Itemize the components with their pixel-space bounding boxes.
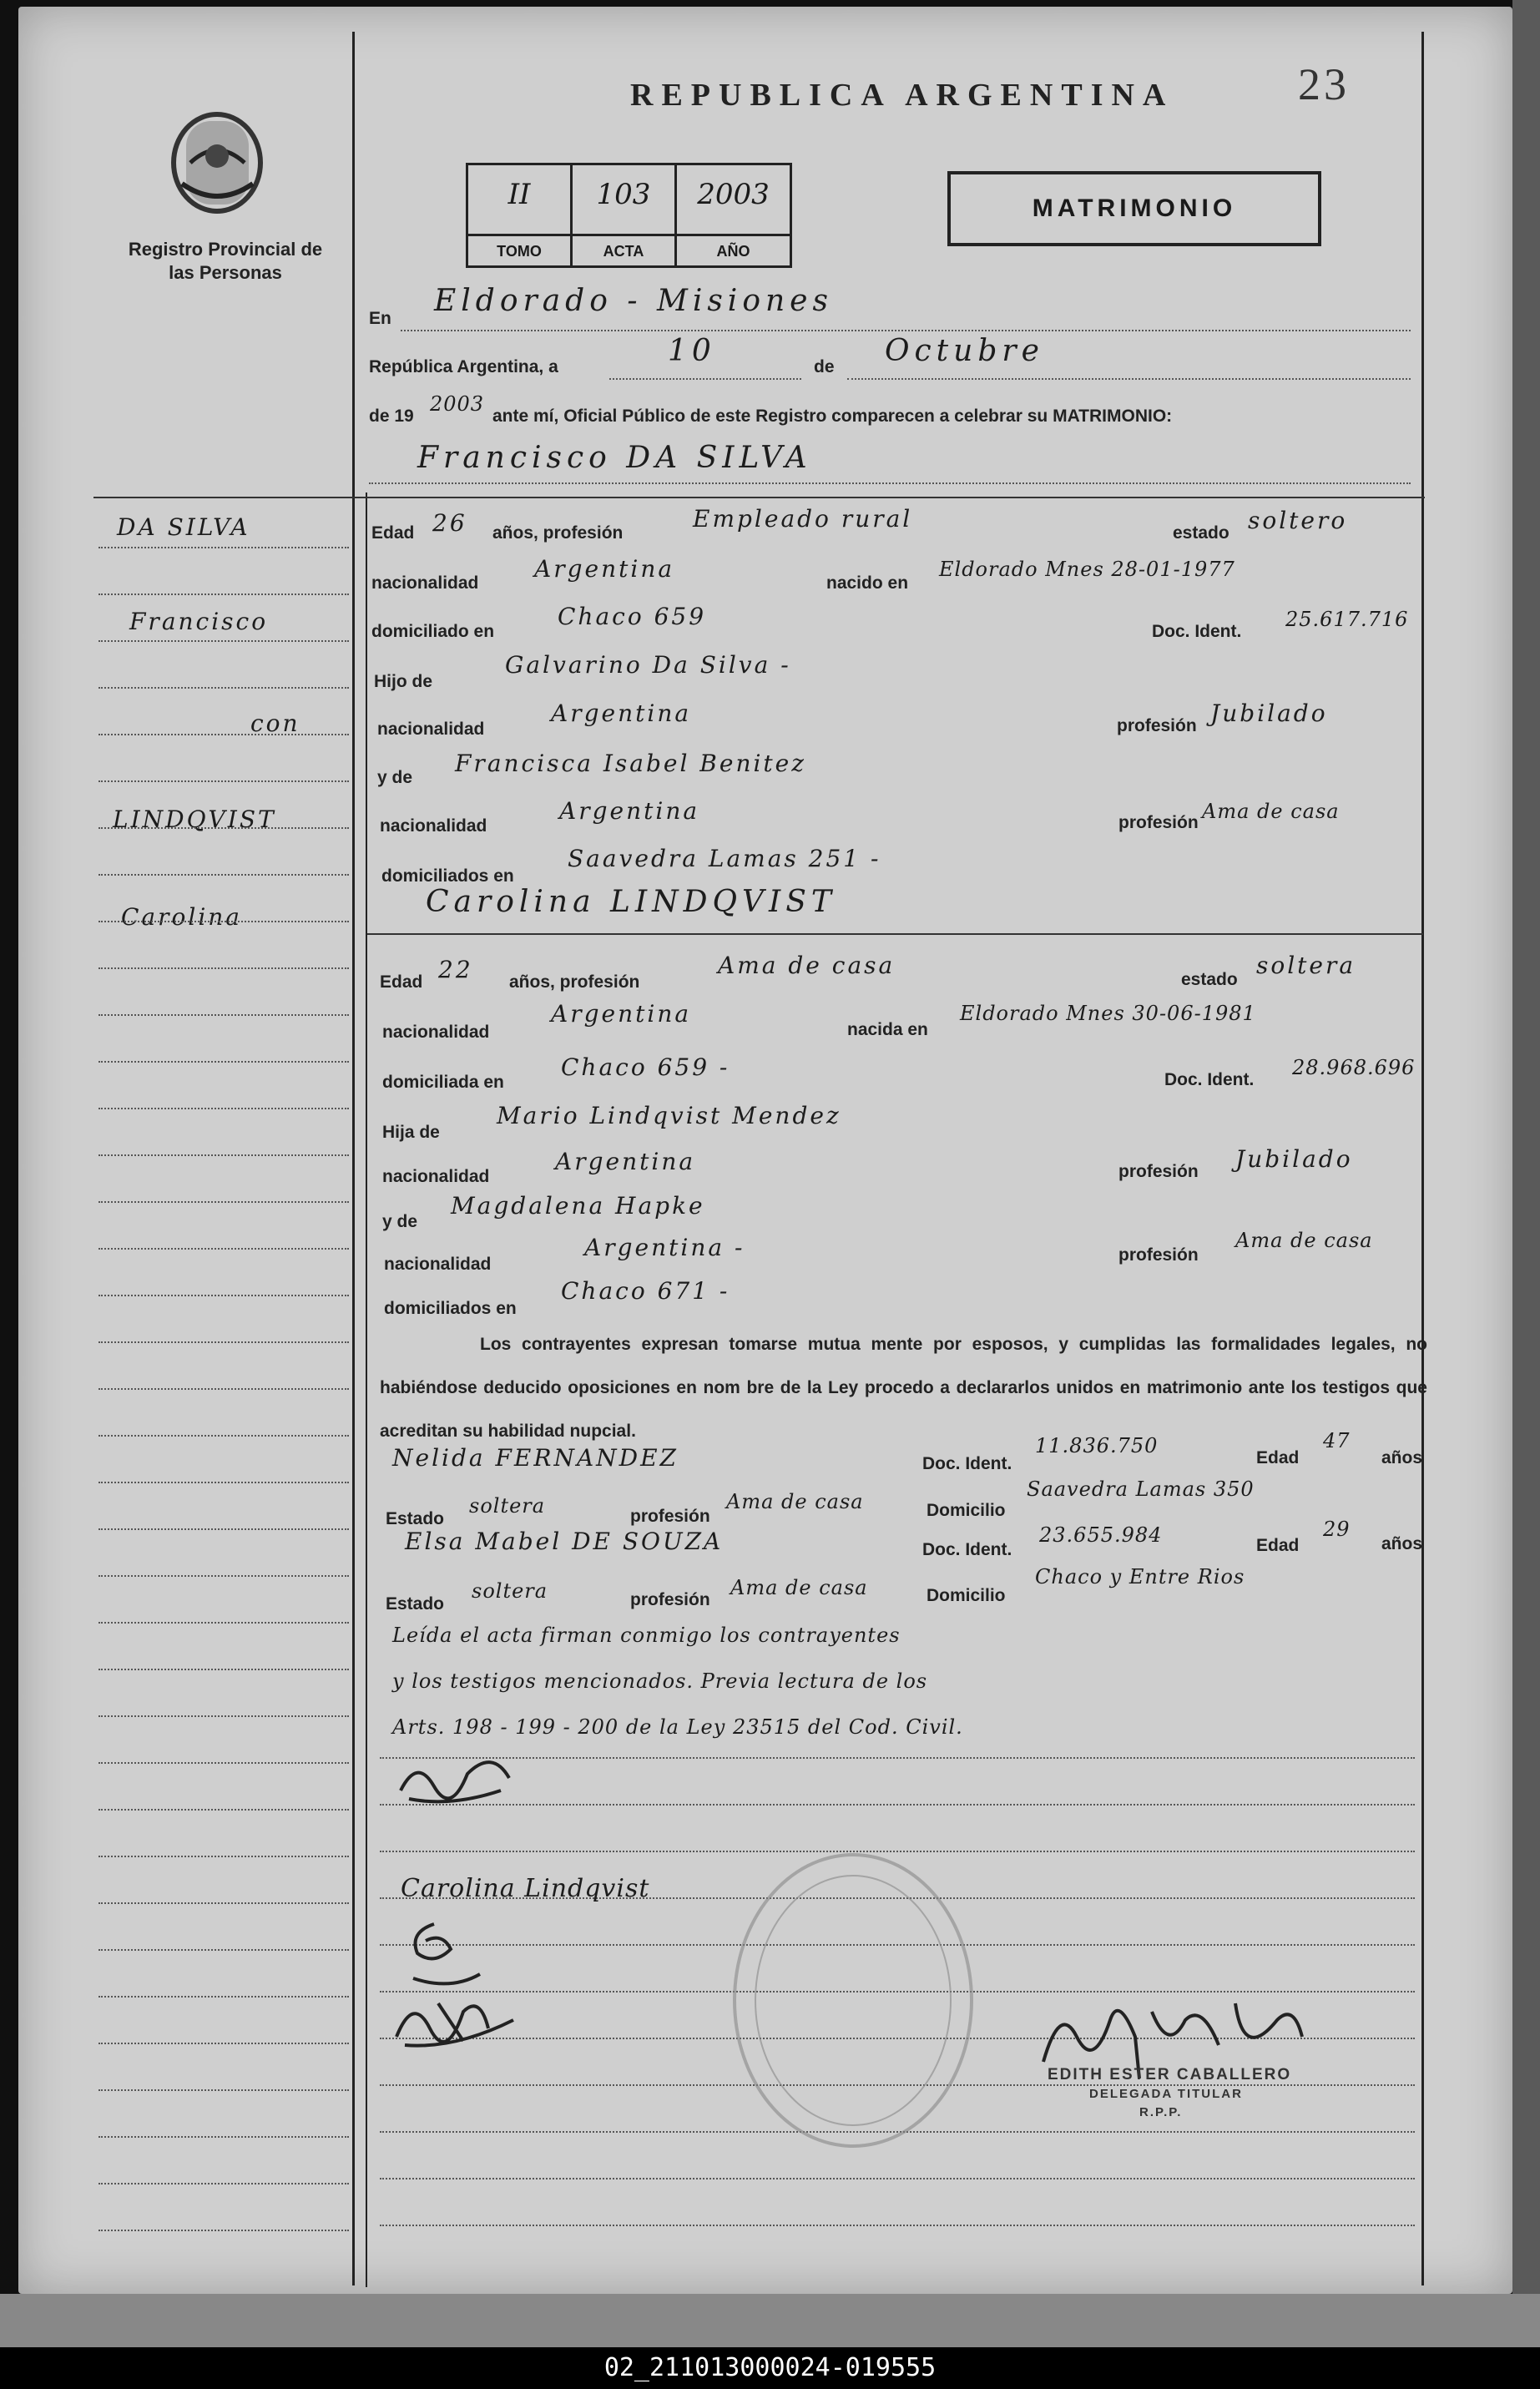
acta-label: ACTA (573, 234, 674, 268)
ruled-line (98, 1902, 349, 1904)
year-value: 2003 (430, 392, 485, 416)
ruled-line (98, 1669, 349, 1670)
groom-yde-label: y de (377, 768, 413, 787)
groom-edad: 26 (432, 509, 467, 537)
bride-hija-label: Hija de (382, 1123, 440, 1142)
official-seal (733, 1853, 973, 2148)
witness2-domicilio: Chaco y Entre Rios (1035, 1565, 1245, 1588)
tomo-value: II (507, 178, 531, 211)
formal-paragraph: Los contrayentes expresan tomarse mutua mente por esposos, y cumplidas las formalidades legales, no habiéndose deducido oposiciones en nom bre de la Ley procedo a declararlos unidos en matrimonio ante los testigos que acreditan su habilidad nupcial. (380, 1335, 1427, 1441)
right-margin-rule (1421, 32, 1424, 2285)
day-line (609, 378, 801, 380)
groom-estado-label: estado (1173, 523, 1229, 543)
statement-text: ante mí, Oficial Público de este Registro comparecen a celebrar su MATRIMONIO: (492, 407, 1173, 426)
bride-father: Mario Lindqvist Mendez (497, 1102, 841, 1129)
ruled-line (98, 1295, 349, 1296)
en-label: En (369, 309, 391, 328)
bride-estado: soltera (1256, 952, 1356, 979)
ruled-line (380, 1757, 1415, 1759)
ruled-line (98, 2230, 349, 2231)
bride-estado-label: estado (1181, 970, 1238, 989)
ruled-line (98, 827, 349, 829)
witness1-profesion: Ama de casa (726, 1490, 864, 1513)
ruled-line (98, 2183, 349, 2184)
groom-name: Francisco DA SILVA (417, 441, 812, 475)
groom-padres-dom: Saavedra Lamas 251 - (568, 845, 881, 872)
bride-edad-label: Edad (380, 972, 423, 992)
witness1-domicilio: Saavedra Lamas 350 (1027, 1477, 1255, 1501)
witness2-profesion: Ama de casa (730, 1576, 868, 1599)
bride-nacionalidad-label: nacionalidad (382, 1023, 490, 1042)
closing-note-line: Arts. 198 - 199 - 200 de la Ley 23515 del Cod. Civil. (392, 1715, 963, 1739)
bride-father-nac: Argentina (555, 1148, 696, 1175)
bride-domicilio: Chaco 659 - (561, 1053, 730, 1081)
country-title: REPUBLICA ARGENTINA (630, 78, 1174, 113)
witness2-name: Elsa Mabel DE SOUZA (405, 1528, 724, 1555)
bride-doc: 28.968.696 (1292, 1056, 1416, 1079)
ruled-line (98, 1575, 349, 1577)
bride-father-prof: Jubilado (1235, 1145, 1353, 1173)
bride-yde-label: y de (382, 1212, 418, 1231)
bride-father-nac-label: nacionalidad (382, 1167, 490, 1186)
groom-profesion-label: años, profesión (492, 523, 624, 543)
margin-note: Carolina (121, 903, 242, 931)
witness1-estado-label: Estado (386, 1509, 445, 1528)
ruled-line (98, 1856, 349, 1857)
groom-profesion: Empleado rural (693, 505, 913, 533)
groom-signature (392, 1740, 526, 1816)
witness1-name: Nelida FERNANDEZ (392, 1444, 679, 1472)
month-line (847, 378, 1411, 380)
witness1-domicilio-label: Domicilio (927, 1501, 1006, 1520)
ruled-line (98, 874, 349, 876)
page-number: 23 (1298, 59, 1350, 109)
bride-nacionalidad: Argentina (551, 1000, 692, 1028)
officer-stamp-line: R.P.P. (1139, 2105, 1183, 2119)
ruled-line (380, 2178, 1415, 2179)
ruled-line (98, 2089, 349, 2091)
bride-padres-dom: Chaco 671 - (561, 1277, 730, 1305)
ruled-line (98, 1061, 349, 1063)
groom-hijo-label: Hijo de (374, 672, 433, 691)
bride-profesion-label: años, profesión (509, 972, 640, 992)
ruled-line (98, 1248, 349, 1250)
groom-section-rule (93, 497, 1425, 498)
groom-father-prof: Jubilado (1210, 700, 1328, 727)
witness2-profesion-label: profesión (630, 1590, 710, 1609)
groom-father-nac-label: nacionalidad (377, 720, 485, 739)
groom-mother-prof-label: profesión (1118, 813, 1199, 832)
de-label: de (814, 357, 835, 376)
closing-note-line: Leída el acta firman conmigo los contrayentes (392, 1624, 901, 1647)
ruled-line (98, 2136, 349, 2138)
left-column-rule (352, 32, 355, 2285)
witness2-estado-label: Estado (386, 1594, 445, 1614)
ruled-line (98, 1435, 349, 1437)
groom-nacionalidad-label: nacionalidad (371, 573, 479, 593)
bride-mother: Magdalena Hapke (451, 1192, 705, 1220)
month-value: Octubre (885, 334, 1044, 368)
place-line (401, 330, 1411, 331)
ano-cell (677, 165, 790, 265)
witness1-doc: 11.836.750 (1035, 1434, 1159, 1457)
ano-label: AÑO (677, 234, 790, 268)
bride-nacida-label: nacida en (847, 1020, 928, 1039)
witness2-edad-label: Edad (1256, 1536, 1300, 1555)
ruled-line (380, 1804, 1415, 1806)
ruled-line (98, 1762, 349, 1764)
ruled-line (98, 921, 349, 922)
groom-mother-nac-label: nacionalidad (380, 816, 487, 836)
ruled-line (98, 1388, 349, 1390)
groom-nacido-label: nacido en (826, 573, 909, 593)
ruled-line (98, 593, 349, 595)
ruled-line (98, 1528, 349, 1530)
registry-box (466, 163, 792, 268)
groom-doc: 25.617.716 (1285, 608, 1409, 631)
ruled-line (98, 640, 349, 642)
groom-father-nac: Argentina (551, 700, 692, 727)
ruled-line (98, 1715, 349, 1717)
witness1-anos-label: años (1381, 1448, 1423, 1467)
ruled-line (98, 1014, 349, 1016)
ruled-line (98, 1482, 349, 1483)
groom-domicilio: Chaco 659 (558, 603, 707, 630)
ruled-line (98, 1108, 349, 1109)
ruled-line (98, 780, 349, 782)
witness2-anos-label: años (1381, 1534, 1423, 1553)
officer-stamp-line: EDITH ESTER CABALLERO (1048, 2066, 1292, 2083)
margin-note: DA SILVA (117, 513, 250, 541)
bride-name: Carolina LINDQVIST (426, 885, 836, 919)
bride-section-rule (367, 933, 1423, 935)
ruled-line (98, 547, 349, 548)
closing-note-line: y los testigos mencionados. Previa lectura de los (392, 1669, 928, 1693)
bride-edad: 22 (438, 956, 473, 983)
margin-note: LINDQVIST (113, 806, 276, 833)
ruled-line (98, 2043, 349, 2044)
groom-name-line (369, 482, 1411, 484)
witness2-doc: 23.655.984 (1039, 1523, 1163, 1547)
year-label: de 19 (369, 407, 414, 426)
witness1-edad-label: Edad (1256, 1448, 1300, 1467)
witness1-profesion-label: profesión (630, 1507, 710, 1526)
coat-of-arms-icon (165, 104, 270, 217)
witness2-edad: 29 (1323, 1518, 1351, 1541)
bride-doc-label: Doc. Ident. (1164, 1070, 1255, 1089)
ruled-line (98, 734, 349, 735)
image-id: 02_211013000024-019555 (0, 2347, 1540, 2389)
page-edge (1512, 0, 1540, 2389)
form-left-rule (366, 492, 367, 2287)
ruled-line (98, 1809, 349, 1811)
ruled-line (380, 1851, 1415, 1852)
groom-nacionalidad: Argentina (534, 555, 675, 583)
bride-domicilio-label: domiciliada en (382, 1073, 504, 1092)
ruled-line (98, 1201, 349, 1203)
groom-mother-nac: Argentina (559, 797, 700, 825)
witness2-doc-label: Doc. Ident. (922, 1540, 1012, 1559)
ruled-line (98, 687, 349, 689)
groom-mother: Francisca Isabel Benitez (455, 750, 807, 777)
groom-domicilio-label: domiciliado en (371, 622, 495, 641)
ruled-line (98, 967, 349, 969)
ruled-line (98, 1949, 349, 1951)
record-type-box: MATRIMONIO (947, 171, 1321, 246)
bride-mother-nac-label: nacionalidad (384, 1255, 492, 1274)
republica-label: República Argentina, a (369, 357, 558, 376)
groom-mother-prof: Ama de casa (1202, 800, 1340, 823)
bride-signature: Carolina Lindqvist (401, 1874, 650, 1903)
day-value: 10 (668, 334, 716, 368)
tomo-label: TOMO (468, 234, 570, 268)
ruled-line (98, 1341, 349, 1343)
bride-mother-prof-label: profesión (1118, 1245, 1199, 1265)
ruled-line (98, 1622, 349, 1624)
place-value: Eldorado - Misiones (434, 284, 833, 318)
bride-nacida: Eldorado Mnes 30-06-1981 (960, 1002, 1256, 1025)
witness1-doc-label: Doc. Ident. (922, 1454, 1012, 1473)
bride-padres-dom-label: domiciliados en (384, 1299, 517, 1318)
groom-padres-dom-label: domiciliados en (381, 866, 514, 886)
margin-note: Francisco (129, 608, 269, 635)
groom-father-prof-label: profesión (1117, 716, 1197, 735)
witness1-edad: 47 (1323, 1429, 1351, 1452)
groom-estado: soltero (1248, 507, 1348, 534)
groom-edad-label: Edad (371, 523, 415, 543)
agency-name: Registro Provincial de las Personas (128, 239, 323, 283)
tomo-cell (468, 165, 573, 265)
ruled-line (380, 2225, 1415, 2226)
bride-profesion: Ama de casa (718, 952, 896, 979)
acta-cell (573, 165, 677, 265)
margin-note: con (250, 710, 300, 737)
bride-mother-nac: Argentina - (584, 1234, 745, 1261)
groom-nacido: Eldorado Mnes 28-01-1977 (939, 558, 1235, 581)
witness1-estado: soltera (469, 1494, 546, 1518)
bride-mother-prof: Ama de casa (1235, 1229, 1373, 1252)
groom-father: Galvarino Da Silva - (505, 651, 791, 679)
acta-value: 103 (596, 178, 651, 211)
officer-stamp-line: DELEGADA TITULAR (1089, 2087, 1243, 2101)
witness2-domicilio-label: Domicilio (927, 1586, 1006, 1605)
scan-border (0, 2294, 1540, 2347)
groom-doc-label: Doc. Ident. (1152, 622, 1242, 641)
ruled-line (98, 1154, 349, 1156)
witness2-signature (388, 1987, 530, 2053)
witness1-signature (401, 1916, 501, 1991)
ruled-line (98, 1996, 349, 1998)
bride-father-prof-label: profesión (1118, 1162, 1199, 1181)
witness2-estado: soltera (472, 1579, 548, 1603)
ano-value: 2003 (697, 178, 770, 211)
